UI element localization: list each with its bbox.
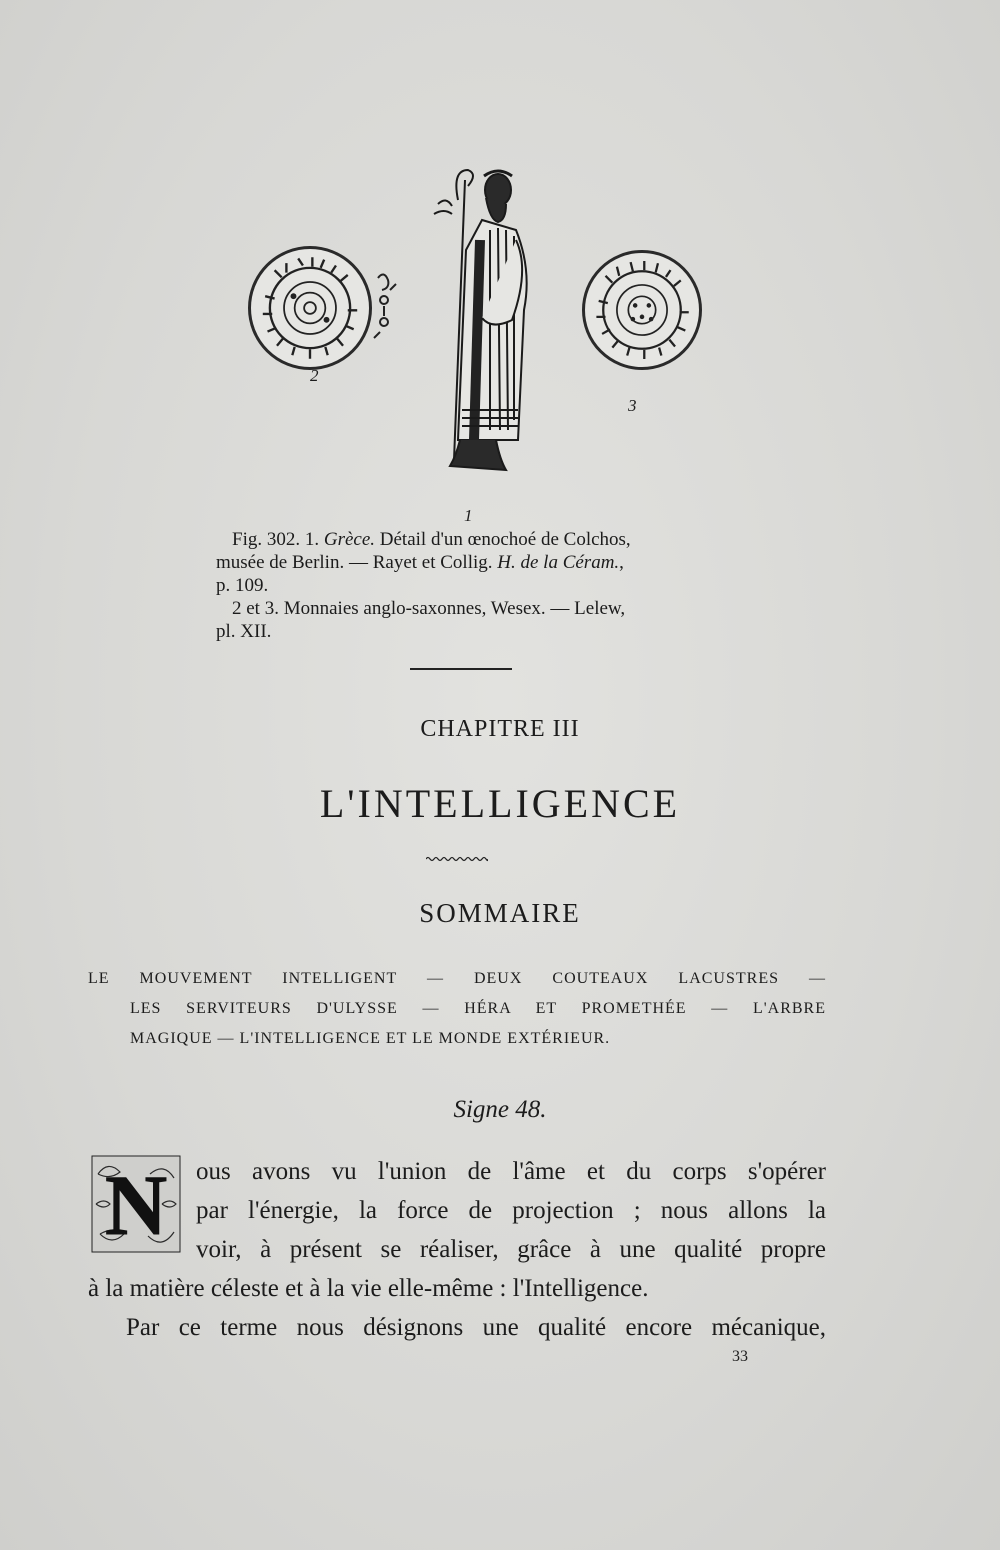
figure-caption [216,528,702,643]
wavy-divider [426,856,488,862]
chapter-summary [88,964,826,1054]
caption-line: 2 et 3. Monnaies anglo-saxonnes, Wesex. — Lelew, [232,598,626,619]
figure-illustration [240,160,680,525]
summary-heading: SOMMAIRE [419,898,581,928]
summary-line: MAGIQUE — L'INTELLIGENCE ET LE MONDE EXTÉRIEUR. [130,1030,611,1047]
body-line: par l'énergie, la force de projection ; nous allons la [196,1197,826,1224]
coin-left-image [248,246,372,370]
section-heading: Signe 48. [453,1096,547,1123]
body-line: Par ce terme nous désignons une qualité encore mécanique, [126,1314,826,1341]
chapter-heading: CHAPITRE III [420,716,580,742]
summary-line: LES SERVITEURS D'ULYSSE — HÉRA ET PROMETHÉE — L'ARBRE [130,1000,826,1017]
caption-line: musée de Berlin. — Rayet et Collig. H. de la Céram., [216,552,624,573]
coin-right-image [582,250,702,370]
figure-label-3: 3 [628,396,637,415]
body-line: ous avons vu l'union de l'âme et du corps s'opérer [196,1158,826,1185]
summary-line: LE MOUVEMENT INTELLIGENT — DEUX COUTEAUX LACUSTRES — [88,970,826,987]
chapter-title: L'INTELLIGENCE [319,781,681,826]
caption-line: Fig. 302. 1. Grèce. Détail d'un œnochoé de Colchos, [232,529,631,550]
body-line: voir, à présent se réaliser, grâce à une qualité propre [196,1236,826,1263]
section-divider [410,668,512,670]
body-line: à la matière céleste et à la vie elle-même : l'Intelligence. [88,1275,649,1302]
dropcap-letter: N [104,1157,168,1253]
robed-figure-image [420,160,550,490]
caption-line: p. 109. [216,575,269,596]
caption-line: pl. XII. [216,621,272,642]
body-text [88,1152,826,1347]
page-number: 33 [732,1348,748,1365]
ornament-image [370,270,400,340]
figure-label-1: 1 [464,506,473,525]
figure-label-2: 2 [310,366,319,385]
